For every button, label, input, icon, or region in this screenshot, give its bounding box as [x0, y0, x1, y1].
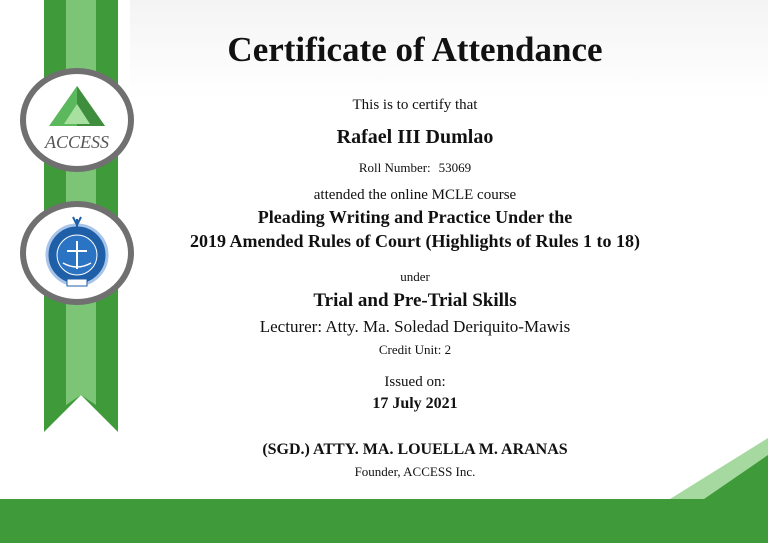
- certificate-body: [130, 0, 700, 543]
- roll-number-line: [130, 160, 700, 176]
- access-logo-icon: [27, 80, 127, 160]
- attended-text: attended the online MCLE course: [313, 187, 517, 203]
- lecturer-name: Lecturer: Atty. Ma. Soledad Deriquito-Mawis: [259, 317, 571, 336]
- recipient-name: Rafael III Dumlao: [336, 126, 494, 148]
- credit-units: Credit Unit: 2: [378, 342, 452, 357]
- roll-number-value: 53069: [438, 160, 472, 175]
- program-name: Trial and Pre-Trial Skills: [313, 290, 517, 311]
- issued-date: 17 July 2021: [372, 395, 458, 412]
- certify-text: This is to certify that: [352, 97, 478, 113]
- under-text: under: [400, 269, 430, 284]
- seal-icon: [37, 213, 117, 293]
- course-title-line2: 2019 Amended Rules of Court (Highlights of Rules 1 to 18): [189, 231, 640, 251]
- certificate-title: Certificate of Attendance: [227, 30, 603, 69]
- issued-label: Issued on:: [384, 374, 446, 390]
- access-wordmark: ACCESS: [44, 132, 110, 152]
- signatory-title: Founder, ACCESS Inc.: [354, 464, 476, 479]
- access-emblem: [20, 68, 134, 172]
- signatory-name: (SGD.) ATTY. MA. LOUELLA M. ARANAS: [262, 441, 568, 458]
- law-school-seal: [20, 201, 134, 305]
- course-title-line1: Pleading Writing and Practice Under the: [257, 207, 573, 227]
- roll-number-label: Roll Number:: [358, 160, 431, 175]
